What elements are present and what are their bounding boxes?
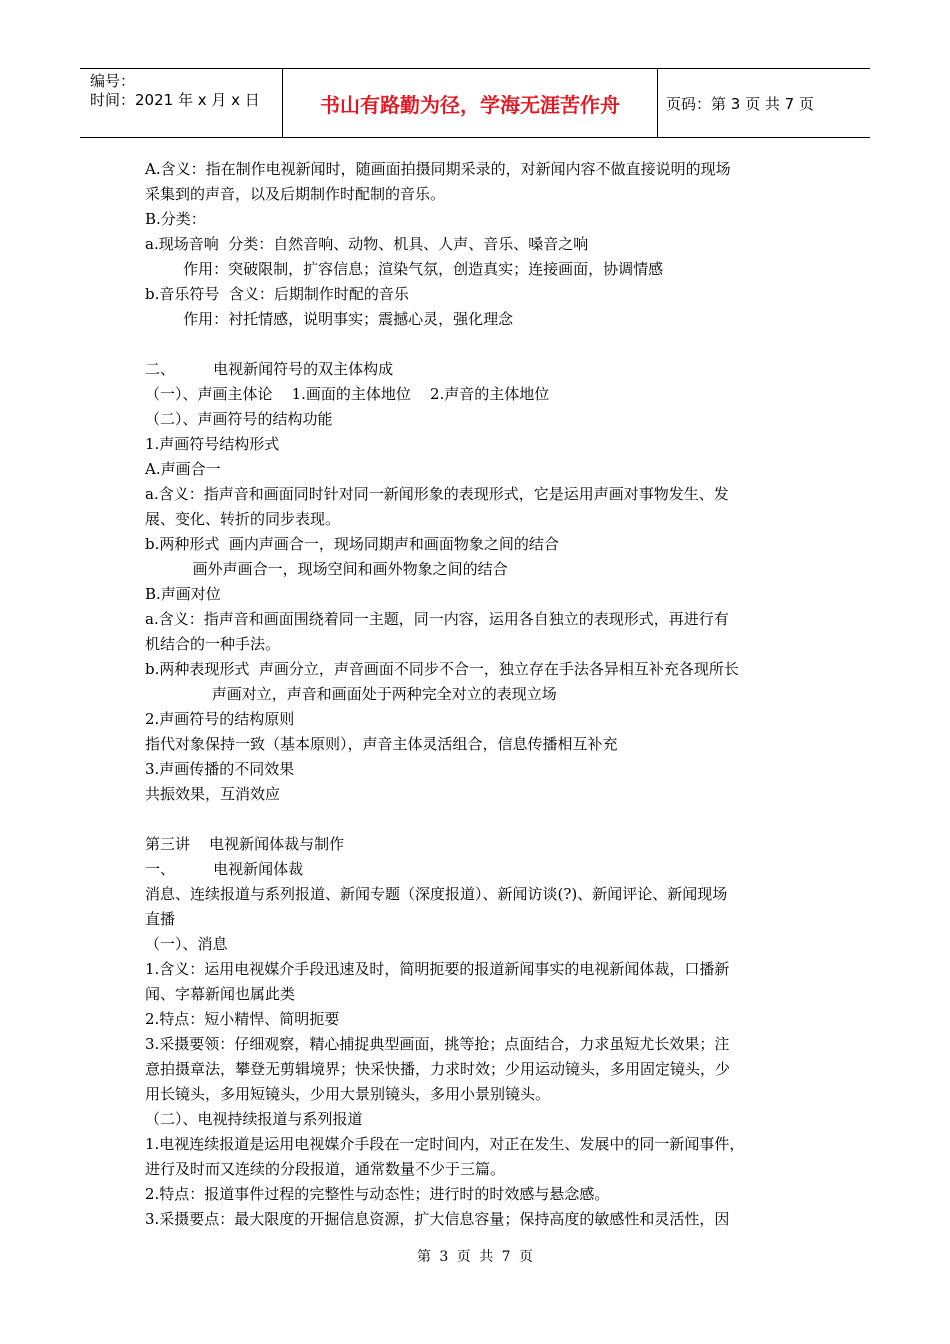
text-line: （一）、消息 (145, 935, 228, 953)
page-label: 页码：第 3 页 共 7 页 (666, 94, 814, 113)
text-line: 3.采摄要点：最大限度的开掘信息资源，扩大信息容量；保持高度的敏感性和灵活性，因 (145, 1210, 730, 1228)
text-line: 意拍摄章法，攀登无剪辑境界；快采快播，力求时效；少用运动镜头，多用固定镜头，少 (145, 1060, 731, 1078)
blank-line (145, 332, 813, 357)
text-line: （二）、声画符号的结构功能 (145, 410, 333, 428)
text-line: 画外声画合一，现场空间和画外物象之间的结合 (145, 560, 508, 578)
document-body (145, 157, 813, 1232)
time-label: 时间：2021 年 x 月 x 日 (90, 91, 260, 109)
text-line: a.含义：指声音和画面围绕着同一主题，同一内容，运用各自独立的表现形式，再进行有 (145, 610, 729, 628)
number-label: 编号： (90, 72, 136, 90)
text-line: b.音乐符号 含义：后期制作时配的音乐 (145, 285, 409, 303)
text-line: 二、 电视新闻符号的双主体构成 (145, 360, 394, 378)
text-line: B.声画对位 (145, 585, 221, 603)
text-line: 消息、连续报道与系列报道、新闻专题（深度报道）、新闻访谈(?)、新闻评论、新闻现场 (145, 885, 728, 903)
text-line: 采集到的声音，以及后期制作时配制的音乐。 (145, 185, 446, 203)
text-line: a.含义：指声音和画面同时针对同一新闻形象的表现形式，它是运用声画对事物发生、发 (145, 485, 729, 503)
text-line: 第三讲 电视新闻体裁与制作 (145, 835, 345, 853)
text-line: 作用：衬托情感，说明事实；震撼心灵，强化理念 (145, 310, 514, 328)
text-line: 2.声画符号的结构原则 (145, 710, 295, 728)
text-line: 机结合的一种手法。 (145, 635, 281, 653)
text-line: A.含义：指在制作电视新闻时，随画面拍摄同期采录的，对新闻内容不做直接说明的现场 (145, 160, 731, 178)
text-line: （二）、电视持续报道与系列报道 (145, 1110, 363, 1128)
blank-line (145, 807, 813, 832)
text-line: b.两种形式 画内声画合一，现场同期声和画面物象之间的结合 (145, 535, 559, 553)
text-line: A.声画合一 (145, 460, 221, 478)
text-line: 1.电视连续报道是运用电视媒介手段在一定时间内，对正在发生、发展中的同一新闻事件， (145, 1135, 745, 1153)
text-line: B.分类： (145, 210, 206, 228)
text-line: 1.含义：运用电视媒介手段迅速及时，简明扼要的报道新闻事实的电视新闻体裁，口播新 (145, 960, 730, 978)
text-line: 用长镜头，多用短镜头，少用大景别镜头，多用小景别镜头。 (145, 1085, 551, 1103)
text-line: 闻、字幕新闻也属此类 (145, 985, 296, 1003)
page-header (80, 68, 870, 138)
header-meta (80, 69, 282, 137)
text-line: 作用：突破限制，扩容信息；渲染气氛，创造真实；连接画面，协调情感 (145, 260, 664, 278)
text-line: （一）、声画主体论 1.画面的主体地位 2.声音的主体地位 (145, 385, 550, 403)
text-line: b.两种表现形式 声画分立，声音画面不同步不合一，独立存在手法各异相互补充各现所长 (145, 660, 739, 678)
text-line: 指代对象保持一致（基本原则），声音主体灵活组合，信息传播相互补充 (145, 735, 618, 753)
text-line: 2.特点：报道事件过程的完整性与动态性；进行时的时效感与悬念感。 (145, 1185, 610, 1203)
text-line: a.现场音响 分类：自然音响、动物、机具、人声、音乐、嗓音之响 (145, 235, 589, 253)
text-line: 1.声画符号结构形式 (145, 435, 280, 453)
text-line: 3.声画传播的不同效果 (145, 760, 295, 778)
text-line: 3.采摄要领：仔细观察，精心捕捉典型画面，挑等抢；点面结合，力求虽短尤长效果；注 (145, 1035, 730, 1053)
text-line: 声画对立，声音和画面处于两种完全对立的表现立场 (145, 685, 557, 703)
text-line: 展、变化、转折的同步表现。 (145, 510, 341, 528)
text-line: 2.特点：短小精悍、简明扼要 (145, 1010, 340, 1028)
text-line: 一、 电视新闻体裁 (145, 860, 304, 878)
text-line: 直播 (145, 910, 176, 928)
text-line: 进行及时而又连续的分段报道，通常数量不少于三篇。 (145, 1160, 506, 1178)
text-line: 共振效果，互消效应 (145, 785, 281, 803)
page-footer: 第 3 页 共 7 页 (416, 1249, 534, 1265)
motto: 书山有路勤为径，学海无涯苦作舟 (282, 69, 658, 137)
